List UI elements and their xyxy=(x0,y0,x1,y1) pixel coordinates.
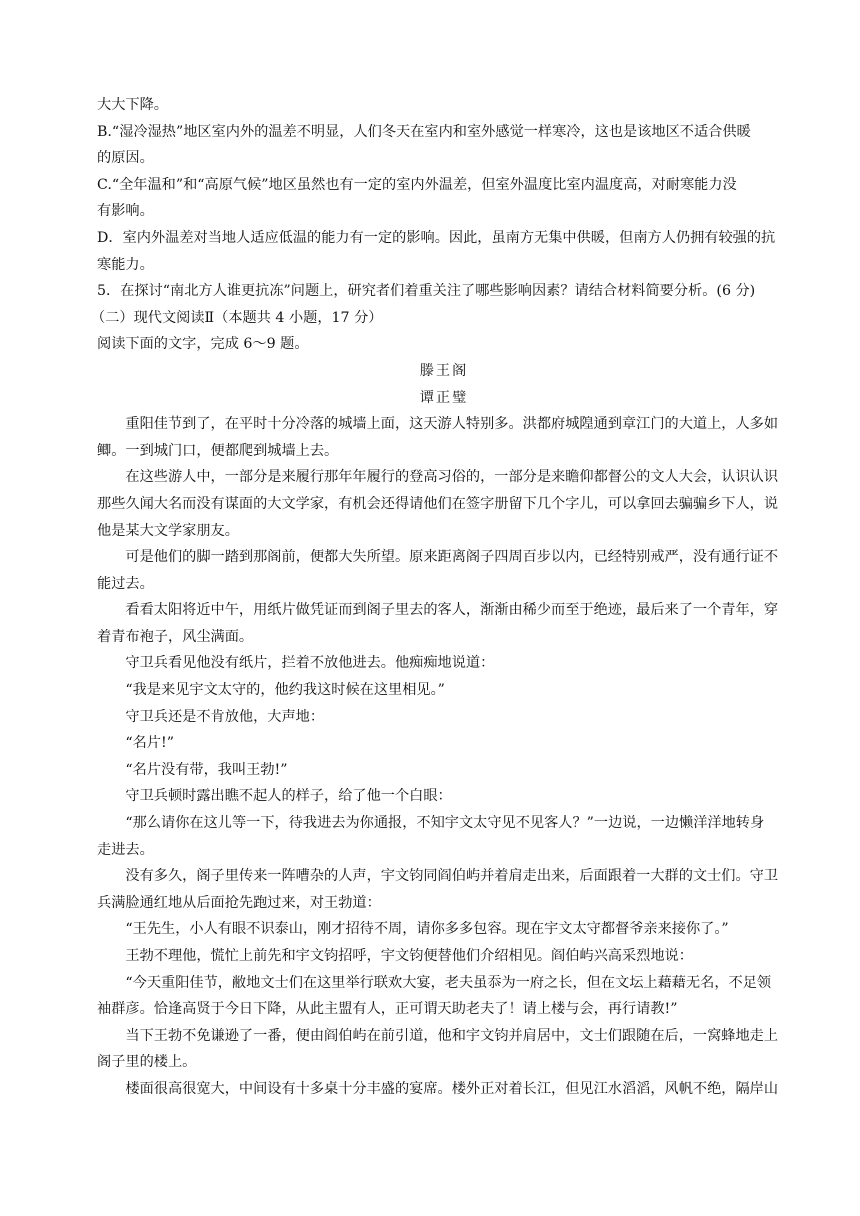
paragraph xyxy=(97,730,791,757)
paragraph-line: 走进去。 xyxy=(97,841,154,858)
paragraph-line: 袖群彦。恰逢高贤于今日下降，从此主盟有人，正可谓天助老夫了！请上楼与会，再行请教!” xyxy=(97,1001,678,1018)
paragraph xyxy=(97,597,791,650)
paragraph xyxy=(97,863,791,916)
option-b xyxy=(97,119,791,172)
paragraph xyxy=(97,810,791,863)
paragraph xyxy=(97,783,791,810)
paragraph-line: 兵满脸通红地从后面抢先跑过来，对王勃道： xyxy=(97,894,381,911)
paragraph-line: 能过去。 xyxy=(97,575,154,592)
paragraph-line: 可是他们的脚一踏到那阁前，便都大失所望。原来距离阁子四周百步以内，已经特别戒严，没有通行证不 xyxy=(125,549,779,566)
paragraph-line: 守卫兵还是不肯放他，大声地： xyxy=(125,708,325,725)
paragraph-line: 楼面很高很宽大，中间设有十多桌十分丰盛的宴席。楼外正对着长江，但见江水滔滔，风帆不绝，隔岸山 xyxy=(125,1080,779,1097)
paragraph-line: 那些久闻大名而没有谋面的大文学家，有机会还得请他们在签字册留下几个字儿，可以拿回去骗骗乡下人，说 xyxy=(97,495,779,512)
paragraph-line: 当下王勃不免谦逊了一番，便由阎伯屿在前引道，他和宇文钧并肩居中，文士们跟随在后，一窝蜂地走上 xyxy=(125,1027,779,1044)
article-author: 谭正璧 xyxy=(419,389,469,406)
paragraph xyxy=(97,411,791,464)
option-d-line: D．室内外温差对当地人适应低温的能力有一定的影响。因此，虽南方无集中供暖，但南方人仍拥有较强的抗 xyxy=(97,229,776,246)
paragraph-line: “今天重阳佳节，敝地文士们在这里举行联欢大宴，老夫虽忝为一府之长，但在文坛上藉藉无名，不足领 xyxy=(125,974,772,991)
article-body xyxy=(97,411,791,1102)
document-page xyxy=(91,92,791,1103)
option-d-line: 寒能力。 xyxy=(97,256,154,273)
paragraph xyxy=(97,916,791,943)
paragraph-line: “那么请你在这儿等一下，待我进去为你通报，不知宇文太守见不见客人？”一边说，一边懒洋洋地转身 xyxy=(125,815,765,832)
paragraph-line: 阁子里的楼上。 xyxy=(97,1054,197,1071)
paragraph-line: “名片!” xyxy=(125,735,174,752)
paragraph-line: 在这些游人中，一部分是来履行那年年履行的登高习俗的，一部分是来瞻仰都督公的文人大会，认识认识 xyxy=(125,469,779,486)
option-c xyxy=(97,172,791,225)
paragraph-line: 王勃不理他，慌忙上前先和宇文钧招呼，宇文钧便替他们介绍相见。阎伯屿兴高采烈地说： xyxy=(125,948,693,964)
paragraph-line: 鲫。一到城门口，便都爬到城墙上去。 xyxy=(97,442,339,459)
paragraph-line: 他是某大文学家朋友。 xyxy=(97,522,239,539)
paragraph xyxy=(97,677,791,704)
question-4-tail: 大大下降。 xyxy=(97,97,168,113)
paragraph xyxy=(97,943,791,970)
article-title: 滕王阁 xyxy=(419,362,469,379)
option-b-line: 的原因。 xyxy=(97,150,154,167)
option-d xyxy=(97,225,791,278)
option-c-line: C.“全年温和”和“高原气候”地区虽然也有一定的室内外温差，但室外温度比室内温度高，对耐寒能力没 xyxy=(97,176,737,193)
paragraph-line: “名片没有带，我叫王勃!” xyxy=(125,761,288,778)
paragraph xyxy=(97,970,791,1023)
paragraph xyxy=(97,1023,791,1076)
question-5: 5．在探讨“南北方人谁更抗冻”问题上，研究者们着重关注了哪些影响因素？请结合材料简要分析。(6 分) xyxy=(97,283,756,300)
paragraph-line: 守卫兵顿时露出瞧不起人的样子，给了他一个白眼： xyxy=(125,788,452,805)
paragraph-line: 看看太阳将近中午，用纸片做凭证而到阁子里去的客人，渐渐由稀少而至于绝迹，最后来了一个青年，穿 xyxy=(125,602,779,619)
paragraph-line: 没有多久，阁子里传来一阵嘈杂的人声，宇文钧同阎伯屿并着肩走出来，后面跟着一大群的文士们。守卫 xyxy=(125,868,779,885)
section-heading: （二）现代文阅读Ⅱ（本题共 4 小题，17 分） xyxy=(91,309,383,326)
paragraph xyxy=(97,650,791,677)
reading-instruction: 阅读下面的文字，完成 6～9 题。 xyxy=(97,336,309,353)
paragraph xyxy=(97,544,791,597)
option-b-line: B.“湿冷湿热”地区室内外的温差不明显，人们冬天在室内和室外感觉一样寒冷，这也是该地区不适合供暖 xyxy=(97,123,751,140)
paragraph xyxy=(97,757,791,784)
paragraph-line: 着青布袍子，风尘满面。 xyxy=(97,628,254,645)
paragraph xyxy=(97,464,791,544)
paragraph-line: “王先生，小人有眼不识泰山，刚才招待不周，请你多多包容。现在宇文太守都督爷亲来接你了。” xyxy=(125,921,729,938)
paragraph-line: 守卫兵看见他没有纸片，拦着不放他进去。他痴痴地说道： xyxy=(125,655,495,672)
paragraph-line: 重阳佳节到了，在平时十分冷落的城墙上面，这天游人特别多。洪都府城隍通到章江门的大道上，人多如 xyxy=(125,416,779,433)
option-c-line: 有影响。 xyxy=(97,203,154,220)
paragraph xyxy=(97,704,791,731)
paragraph-line: “我是来见宇文太守的，他约我这时候在这里相见。” xyxy=(125,682,445,699)
paragraph xyxy=(97,1076,791,1103)
